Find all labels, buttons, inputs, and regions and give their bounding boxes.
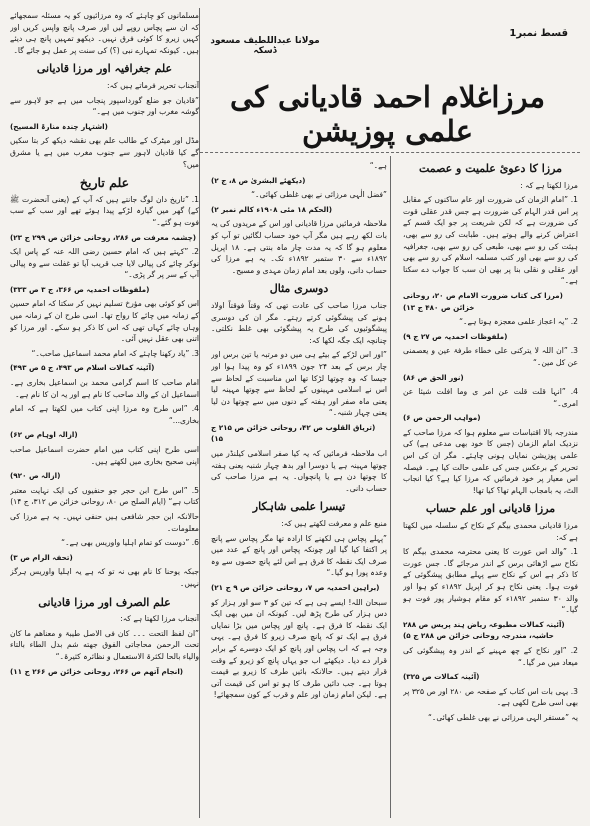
reference: (تریاق القلوب ص ۴۲، روحانی خزائن ص ۲۱۵ ج ۱۵) <box>211 422 376 444</box>
paragraph: مسلمانوں کو چاہئے کہ وہ مرزائیوں کو یہ مسئلہ سمجھائے کہ ان سے پچاس روپے لیں اور صرف پانچ واپس کریں اور کہیں زیرو کا کوئی فرق نہیں۔ دیکھو تمہیں پانچ ہی دیئے ہیں۔ کیونکہ تمہارے نبی (؟) کی سنت پر عمل ہو جائے گا۔ <box>10 11 199 55</box>
quotation: 1. ”تاریخ دان لوگ جانتے ہیں کہ آپ کے (یعنی آنحضرت ﷺ کے) گھر میں گیارہ لڑکے پیدا ہوئے تھے اور سب کے سب فوت ہو گئے۔“ <box>10 194 199 227</box>
left-column <box>10 10 199 821</box>
reference: (الحکم ۱۸ مئی ۱۹۰۸ء کالم نمبر ۲) <box>211 204 332 214</box>
quotation: 1. ”والد اس عورت کا یعنی محترمہ محمدی بیگم کا نکاح سے اڑھائی برس کے اندر مرجائے گا۔ جس عورت کا ذکر ہے اس کے نکاح سے پہلے مطابق پیشگوئی کے فوت ہوا۔ یعنی نکاح ہو کر اپریل ۱۸۹۲ء کو ہوا اور والد ۳۰ ستمبر ۱۸۹۲ء کو مقام ہوشیار پور فوت ہو گیا۔“ <box>403 547 578 615</box>
paragraph: مرزا لکھتا ہے کہ : <box>520 180 578 190</box>
paragraph: منبع علم و معرفت لکھتے ہیں کہ: <box>281 519 387 529</box>
paragraph: اس کو کوئی بھی مؤرخ تسلیم نہیں کر سکتا کہ امام حسین کے زمانہ میں چائے کا رواج تھا۔ اسی طرح ان کے زمانہ میں وہاں چائے کہاں تھی کہ اس کا ذکر ہو سکے۔ اور مرزا کو اتنی بھی عقل نہیں آئی۔ <box>10 299 199 344</box>
paragraph: سبحان اللہ! ایسے ہی ہے کہ تین کو ۳ سو اور ہزار کو دس ہزار کی طرح پڑھ لیں۔ کیونکہ ان میں بھی ایک ایک نقطہ کا فرق ہے۔ پانچ اور پچاس میں بڑا نمایاں فرق ہے ایک تو کہ پانچ صرف زیرو کا فرق ہے۔ یہی وجہ ہے کہ اب پچاس اور پانچ کو ایک دوسرے کے برابر قرار دے دیا۔ دیکھئے اب جو یہاں پانچ کو زیرو کے وقت قرار دیتے ہیں۔ حالانکہ بائیں طرف کا زیرو بے قیمت ہوتا ہے۔ جب دائیں طرف کا ہو تو اس کی قیمت آتی ہے۔ لیکن امام زمان اور علم و قرب کے کون سمجھائے! <box>211 597 387 700</box>
reference: (مرزا کی کتاب ضرورت الامام ص ۲۰، روحانی خزائن ص ۴۸۰ ج ۱۳) <box>403 290 563 312</box>
paragraph: حالانکہ ابن حجر شافعی ہیں حنفی نہیں۔ یہ ہے مرزا کی معلومات۔ <box>10 511 199 533</box>
reference: (ملفوظات احمدیہ ص ۲۷ ج ۹) <box>403 331 508 341</box>
section-heading: تیسرا علمی شاہکار <box>252 500 346 514</box>
article-title: مرزاغلام احمد قادیانی کی علمی پوزیشن <box>229 80 546 148</box>
column-divider <box>390 156 391 818</box>
section-heading: مرزا قادیانی اور علم حساب <box>425 502 556 516</box>
reference: (مواہب الرحمن ص ۶) <box>403 413 481 423</box>
quotation: 4. ”اس طرح وہ مرزا اپنی کتاب میں لکھتا ہے کہ امام بخاری...“ <box>10 404 199 425</box>
quotation: ”اور اس لڑکے کے بیٹے ہی میں دو مرتبہ یا تین برس اور چار برس کے بعد ۲۴ جون ۱۸۹۹ء کو وہ پیدا ہوا اور جیسا کہ وہ چوتھا لڑکا تھا اس مناسبت کے لحاظ سے اس نے اسلامی مہینوں کے لحاظ سے چوتھا مہینہ لیا یعنی ماہ صفر اور ہفتہ کے دنوں میں سے چوتھا دن لیا یعنی چہار شنبہ۔“ <box>211 350 387 418</box>
quotation: 2. ”کہتے ہیں کہ امام حسین رضی اللہ عنہ کے پاس ایک نوکر چائے کی پیالی لایا جب قریب آیا تو غفلت سے وہ پیالی آپ کے سر پر گر پڑی۔“ <box>10 247 199 280</box>
reference: (آئینہ کمالات ص ۳۲۵) <box>403 672 480 682</box>
paragraph: مندرجہ بالا اقتباسات سے معلوم ہوا کہ مرزا صاحب کے نزدیک امام الزمان (جس کا خود بھی مدعی ہے) کی علمی پوزیشن نمایاں ہونی چاہئے۔ مگر ان کی اس تحریر کے برعکس جس کی علمی حالت کیا ہے۔ فیصلہ اس معیار پر خود فرمائیں کہ مرزا کیا ہے؟ کیا انجاب الٹ، یہ بامجاب الہام تھا؟ کیا تھا! <box>403 427 578 495</box>
paragraph: امام صاحب کا اسم گرامی محمد بن اسماعیل بخاری ہے۔ اسماعیل ان کے والد صاحب کا نام ہے اور یہ ان کا نام ہے۔ <box>10 378 199 399</box>
paragraph: مرزا قادیانی محمدی بیگم کے نکاح کے سلسلہ میں لکھتا ہے کہ: <box>403 521 578 542</box>
headline-rule <box>200 152 580 153</box>
reference: (انجام آتھم ص ۲۶۶، روحانی خزائن ص ۲۶۶ ج ۱۱) <box>10 666 184 676</box>
quotation: 2. ”اور نکاح کے چھ مہینے کے اندر وہ پیشگوئی کی میعاد میں مر گیا۔“ <box>403 645 578 667</box>
middle-column <box>211 160 387 821</box>
quotation: ”قادیان جو ضلع گورداسپور پنجاب میں ہے جو لاہور سے گوشہ مغرب اور جنوب میں ہے۔“ <box>10 95 199 117</box>
section-heading: مرزا کا دعوئ علمیت و عصمت <box>418 162 563 175</box>
section-heading: علم تاریخ <box>79 175 130 191</box>
paragraph: جناب مرزا صاحب کی عادت تھی کہ وقتاً فوقتاً اولاد ہونے کی پیشگوئی کرتے رہتے۔ مگر ان کی دوسری پیشگوئیوں کی طرح یہ پیشگوئی بھی غلط نکلتی۔ چنانچہ ایک جگہ لکھا کہ: <box>211 300 387 345</box>
reference: (اشتہار چندہ منارۃ المسیح) <box>10 121 108 131</box>
series-number: قسط نمبر1 <box>509 28 568 39</box>
paragraph: 3. یہی بات اس کتاب کے صفحہ ص ۲۸۰ اور ص ۳۲۵ پر بھی اسی طرح لکھی ہے۔ <box>403 686 578 708</box>
quotation: 1. ”امام الزمان کی ضرورت اور عام ساکنوں کے مقابل پر اس قدر الہام کی ضرورت ہے جس قدر عقلی قوت کی ضرورت ہے کہ لکن شریعت پر جو ایک قسم کے اعتراض کرنے والے ہوتے ہیں۔ طبابت کی رو سے بھی، ہیئت کی رو سے بھی، طبعی کی رو سے بھی، جغرافیہ کی رو سے بھی اور کتب مسلمہ اسلام کی رو سے بھی اور عقلی و نقلی بنا پر بھی ان سب کا جواب دے سکتا ہے۔“ <box>403 195 578 286</box>
section-heading: دوسری مثال <box>269 282 329 296</box>
reference: (آئینہ کمالات مطبوعہ ریاض ہند پریس ص ۲۸۸ حاشیہ، مندرجہ روحانی خزائن ص ۲۸۸ ج ۵) <box>403 619 565 641</box>
reference: (ازالہ ص ۹۲۰) <box>10 471 61 481</box>
quotation: 3. ”ان اللہ لا یترکنی علی خطاء طرفۃ عین و یعصمنی عن کل مین۔“ <box>403 346 578 367</box>
quotation: 4. ”انہا قلت قلت عن امر ی وما افلت شیئا عن امری۔“ <box>403 387 578 408</box>
quotation: 2. ”یہ اعجاز علمی معجزہ ہوتا ہے۔“ <box>459 317 578 327</box>
quotation: 5. ”اس طرح ابن حجر جو حنفیوں کی ایک نہایت معتبر کتاب ہے“ (ایام الصلح ص ۸۰، روحانی خزائن ص ۳۱۲، ج ۱۴) <box>10 485 199 507</box>
reference: (تحفہ الرام ص ۳) <box>10 552 73 562</box>
reference: (چشمہ معرفت ص ۲۸۶، روحانی خزائن ص ۲۹۹ ج ۲۳) <box>10 232 197 242</box>
section-heading: علم الصرف اور مرزا قادیانی <box>38 595 171 609</box>
paragraph: مڈل اور میٹرک کے طالب علم بھی نقشہ دیکھ کر بتا سکیں گے کیا قادیان لاہور سے جنوب مغرب میں ہے یا مشرق میں؟ <box>10 136 199 169</box>
right-column <box>403 156 578 821</box>
reference: (آئینہ کمالات اسلام ص ۴۹۳، ج ۵ ص ۴۹۳) <box>10 363 155 373</box>
quotation: 3. ”یاد رکھنا چاہئے کہ امام محمد اسماعیل صاحب۔“ <box>31 348 199 358</box>
paragraph: جبکہ یوحنا کا نام بھی نہ تو کہ ہے یہ اہلیا واوریس ہرگز نہیں۔ <box>10 567 199 588</box>
author-name: مولانا عبداللطیف مسعود ڈسکہ <box>210 36 320 56</box>
quotation: 6. ”دوست کو تمام اہلیا واوریس بھی ہے۔“ <box>61 538 199 548</box>
reference: (نور الحق ص ۸۶) <box>403 372 464 382</box>
paragraph: ملاحظہ فرمائیں مرزا قادیانی اور اس کے مریدوں کی یہ بات لکھ رہے ہیں مگر آپ خود حساب لگائیں تو آپ کو معلوم ہو گا کہ یہ مدت چار ماہ بنتی ہے۔ ۱۸ اپریل ۱۸۹۲ء سے ۳۰ ستمبر ۱۸۹۲ء تک۔ یہ ہے مرزا کی حساب دانی، ولوں بعد امام زمان مہدی و مسیح۔ <box>211 219 387 275</box>
reference: (براہین احمدیہ ص ۷، روحانی خزائن ص ۹ ج ۲۱) <box>211 583 380 592</box>
paragraph: یہ ”مستفر الہی مرزائی نے بھی غلطی کھائی۔“ <box>427 712 578 722</box>
reference: (ازالہ اوہام ص ۶۲) <box>10 430 78 440</box>
reference: (ملفوظات احمدیہ ص ۳۶۶، ج ۳ ص ۳۳۳) <box>10 284 150 294</box>
paragraph: آنجناب تحریر فرماتے ہیں کہ: <box>107 80 199 90</box>
reference: (دیکھئے البشریٰ ص ۸، ج ۲) <box>211 175 306 185</box>
paragraph: اسی طرح اپنی کتاب میں امام حضرت اسماعیل صاحب اپنی صحیح بخاری میں لکھتے ہیں۔ <box>10 445 199 466</box>
quotation: ”پہلے پچاس ہی لکھنے کا ارادہ تھا مگر پچاس سے پانچ پر اکتفا کیا گیا اور چونکہ پچاس اور پانچ کے عدد میں صرف ایک نقطہ کا فرق ہے اس لئے پانچ حصوں سے وہ وعدہ پورا ہو گیا۔“ <box>211 533 387 578</box>
quotation: ہے۔“ <box>369 161 387 170</box>
section-heading: علم جغرافیہ اور مرزا قادیانی <box>36 62 173 76</box>
quotation: ”فضل الٰہی مرزائی نے بھی غلطی کھائی۔“ <box>251 190 387 200</box>
paragraph: آنجناب مرزا لکھتا ہے کہ: <box>120 614 199 624</box>
column-divider <box>199 8 200 818</box>
paragraph: اب ملاحظہ فرمائیں کہ یہ کیا صفر اسلامی کیلنڈر میں چوتھا مہینہ ہے یا دوسرا اور بدھ چہار شنبہ یعنی ہفتہ کا چوتھا دن ہے یا پانچواں۔ یہ ہے مرزا صاحب کی حساب دانی۔ <box>211 449 387 493</box>
quotation: ”ان لفظ التحت ۔۔۔ کان فی الاصل طیبۃ و معناھم ما کان تحت الرحمن محاجاتی الفوق جھته شم بدل الطاء بالتاء والیاء بالحا لکثرۃ الاستعمال و نظائرہ کثیرۃ۔“ <box>10 628 199 661</box>
